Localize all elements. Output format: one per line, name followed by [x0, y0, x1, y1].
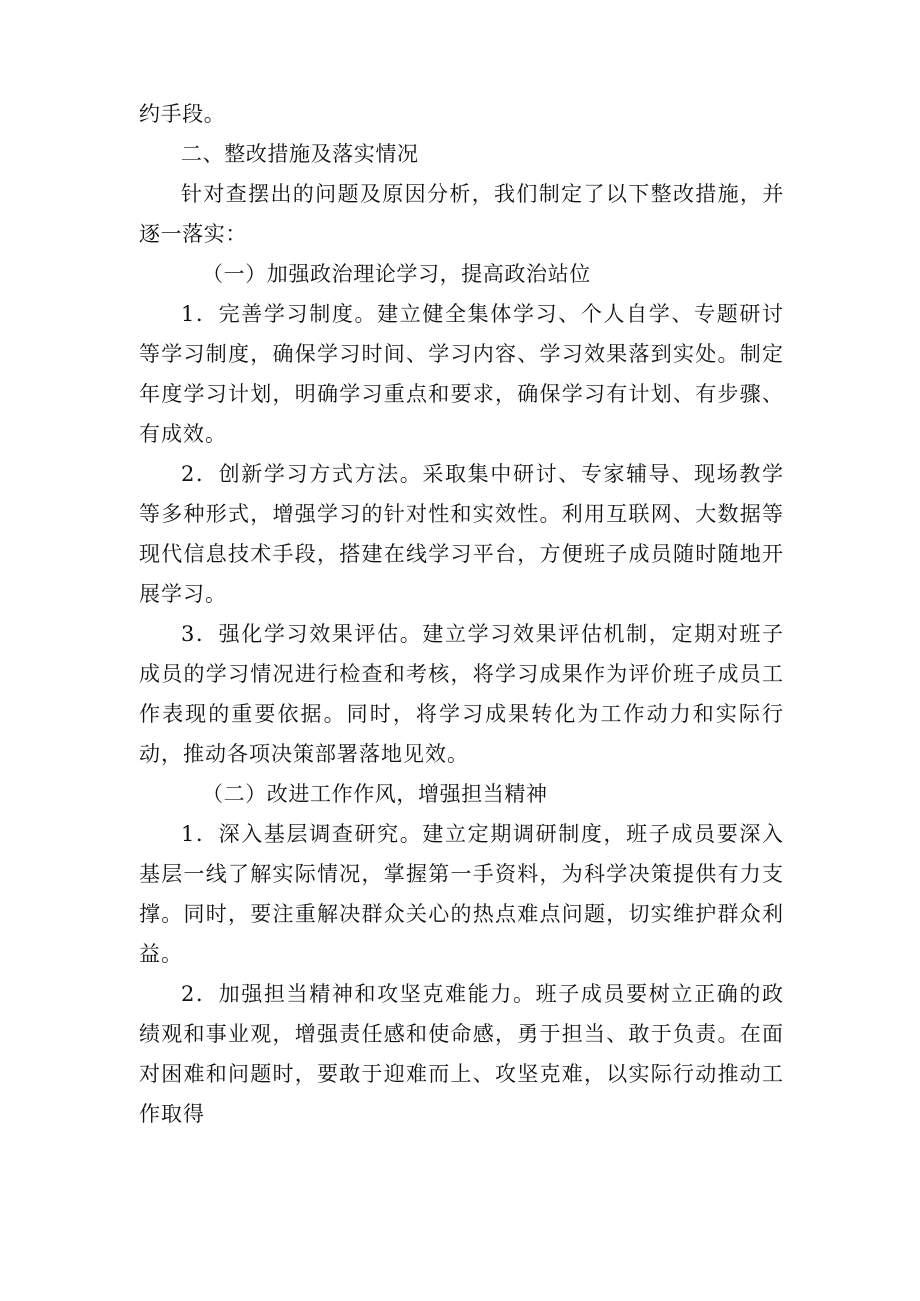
section-heading: 二、整改措施及落实情况 — [181, 142, 419, 166]
paragraph-item-2-1: 1．深入基层调查研究。建立定期调研制度，班子成员要深入基层一线了解实际情况，掌握第一手资料，为科学决策提供有力支撑。同时，要注重解决群众关心的热点难点问题，切实维护群众利益。 — [139, 822, 784, 966]
document-body — [139, 94, 784, 1134]
paragraph-item-1-3: 3．强化学习效果评估。建立学习效果评估机制，定期对班子成员的学习情况进行检查和考核，将学习成果作为评价班子成员工作表现的重要依据。同时，将学习成果转化为工作动力和实际行动，推动各项决策部署落地见效。 — [139, 622, 784, 766]
subsection-heading-2: （二）改进工作作风，增强担当精神 — [202, 782, 548, 806]
paragraph-item-1-1: 1．完善学习制度。建立健全集体学习、个人自学、专题研讨等学习制度，确保学习时间、学习内容、学习效果落到实处。制定年度学习计划，明确学习重点和要求，确保学习有计划、有步骤、有成效。 — [139, 302, 784, 446]
paragraph-intro: 针对查摆出的问题及原因分析，我们制定了以下整改措施，并逐一落实： — [139, 182, 784, 246]
paragraph-item-2-2: 2．加强担当精神和攻坚克难能力。班子成员要树立正确的政绩观和事业观，增强责任感和使命感，勇于担当、敢于负责。在面对困难和问题时，要敢于迎难而上、攻坚克难，以实际行动推动工作取得 — [139, 982, 784, 1126]
subsection-heading-1: （一）加强政治理论学习，提高政治站位 — [202, 262, 591, 286]
paragraph-item-1-2: 2．创新学习方式方法。采取集中研讨、专家辅导、现场教学等多种形式，增强学习的针对性和实效性。利用互联网、大数据等现代信息技术手段，搭建在线学习平台，方便班子成员随时随地开展学习。 — [139, 462, 784, 606]
paragraph-continuation: 约手段。 — [139, 102, 226, 126]
